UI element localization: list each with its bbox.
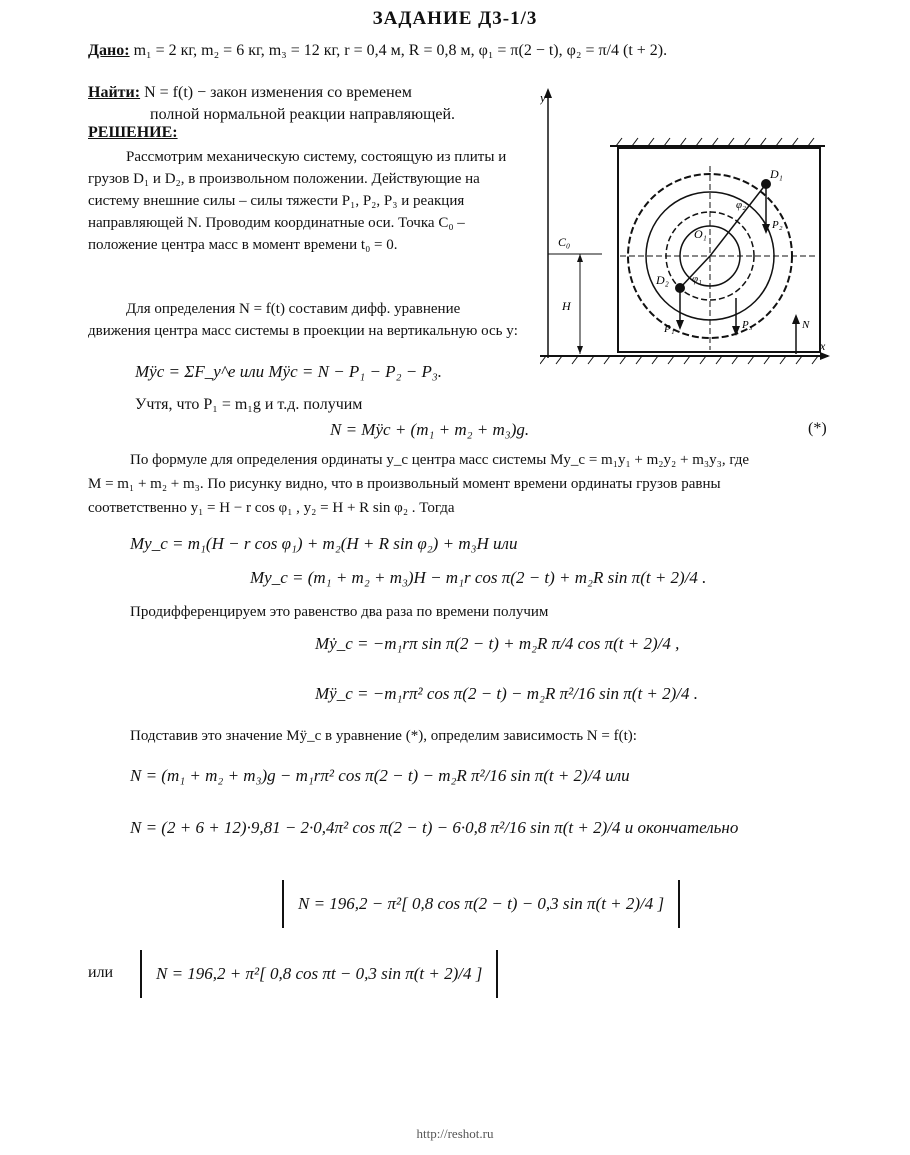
x-axis-arrow [820,352,830,360]
find-label: Найти: [88,84,141,101]
differentiate-intro: Продифференцируем это равенство два раза по времени получим [130,604,549,620]
page-title: ЗАДАНИЕ Д3-1/3 [372,8,538,29]
o1-label: O₁ [694,227,707,241]
h-dimension-arrow-top [577,254,583,262]
equation-4: My_c = (m₁ + m₂ + m₃)H − m₁r cos π(2 − t) + m₂R sin π(t + 2)/4 . [250,568,707,587]
phi1-label: φ₁ [692,273,702,285]
paragraph-method: Для определения N = f(t) составим дифф. уравнение движения центра масс системы в проекции на вертикальную ось y: [88,301,518,339]
final-result-2: N = 196,2 + π²[ 0,8 cos πt − 0,3 sin π(t + 2)/4 ] [140,950,498,998]
equation-2-tag: (*) [808,420,827,437]
h-label: H [562,299,571,313]
ground-hatch [540,356,818,364]
p2-label: P₂ [772,219,783,231]
paragraph-ordinate-2: M = m₁ + m₂ + m₃. По рисунку видно, что в произвольный момент времени ординаты грузов равны [88,476,721,492]
footer-url: http://reshot.ru [416,1126,494,1141]
paragraph-ordinate-3: соответственно y₁ = H − r cos φ₁ , y₂ = H + R sin φ₂ . Тогда [88,500,455,516]
equation-5: Mẏ_c = −m₁rπ sin π(2 − t) + m₂R π/4 cos π(t + 2)/4 , [315,634,680,653]
d2-label: D₂ [656,273,669,287]
final-result-1: N = 196,2 − π²[ 0,8 cos π(2 − t) − 0,3 sin π(t + 2)/4 ] [282,880,680,928]
equation-1: Mÿc = ΣF_y^e или Mÿc = N − P₁ − P₂ − P₃. [135,362,442,381]
x-axis-label: x [820,339,826,353]
ceiling-hatch [616,138,814,146]
equation-7: N = (m₁ + m₂ + m₃)g − m₁rπ² cos π(2 − t) − m₂R π²/16 sin π(t + 2)/4 или [130,766,630,785]
p1-label: P₁ [664,323,675,335]
substitute-intro: Подставив это значение Mÿ_c в уравнение (*), определим зависимость N = f(t): [130,728,637,744]
p3-label: P₃ [742,319,753,331]
find-text-2: полной нормальной реакции направляющей. [150,106,456,123]
equation-3: My_c = m₁(H − r cos φ₁) + m₂(H + R sin φ₂) + m₃H или [130,534,518,553]
d1-label: D₁ [770,167,783,181]
force-p1-arrow [676,320,684,330]
solution-heading: РЕШЕНИЕ: [88,124,178,141]
equation-2: N = Mÿc + (m₁ + m₂ + m₃)g. [330,420,530,439]
equation-2-intro: Учтя, что P₁ = m₁g и т.д. получим [135,396,363,413]
or-label: или [88,964,114,981]
find-text-1: N = f(t) − закон изменения со временем [144,84,412,101]
given-label: Дано: [88,42,130,59]
plate-frame [618,148,820,352]
paragraph-ordinate-1: По формуле для определения ординаты y_c центра масс системы My_c = m₁y₁ + m₂y₂ + m₃y₃, где [130,452,750,468]
equation-6: Mÿ_c = −m₁rπ² cos π(2 − t) − m₂R π²/16 sin π(t + 2)/4 . [315,684,699,703]
c0-label: C₀ [558,235,571,249]
n-label: N [802,319,810,331]
h-dimension-arrow-bottom [577,346,583,354]
force-n-arrow [792,314,800,324]
paragraph-system: Рассмотрим механическую систему, состоящую из плиты и грузов D₁ и D₂, в произвольном положении. Действующие на систему внешние силы – силы тяжести P₁, P₂, P₃ и реакция направляющей N. Проводим координатные оси. Точка C₀ – положение центра масс в момент времени t₀ = 0. [88,149,507,253]
y-axis-label: y [540,90,546,105]
given-text: m₁ = 2 кг, m₂ = 6 кг, m₃ = 12 кг, r = 0,4 м, R = 0,8 м, φ₁ = π(2 − t), φ₂ = π/4 (t + 2). [133,42,668,59]
equation-8: N = (2 + 6 + 12)·9,81 − 2·0,4π² cos π(2 − t) − 6·0,8 π²/16 sin π(t + 2)/4 и окончательно [130,818,739,837]
given-line [88,42,667,60]
find-line-1 [88,84,412,102]
phi2-label: φ₂ [736,199,746,211]
mechanism-figure [540,88,830,378]
